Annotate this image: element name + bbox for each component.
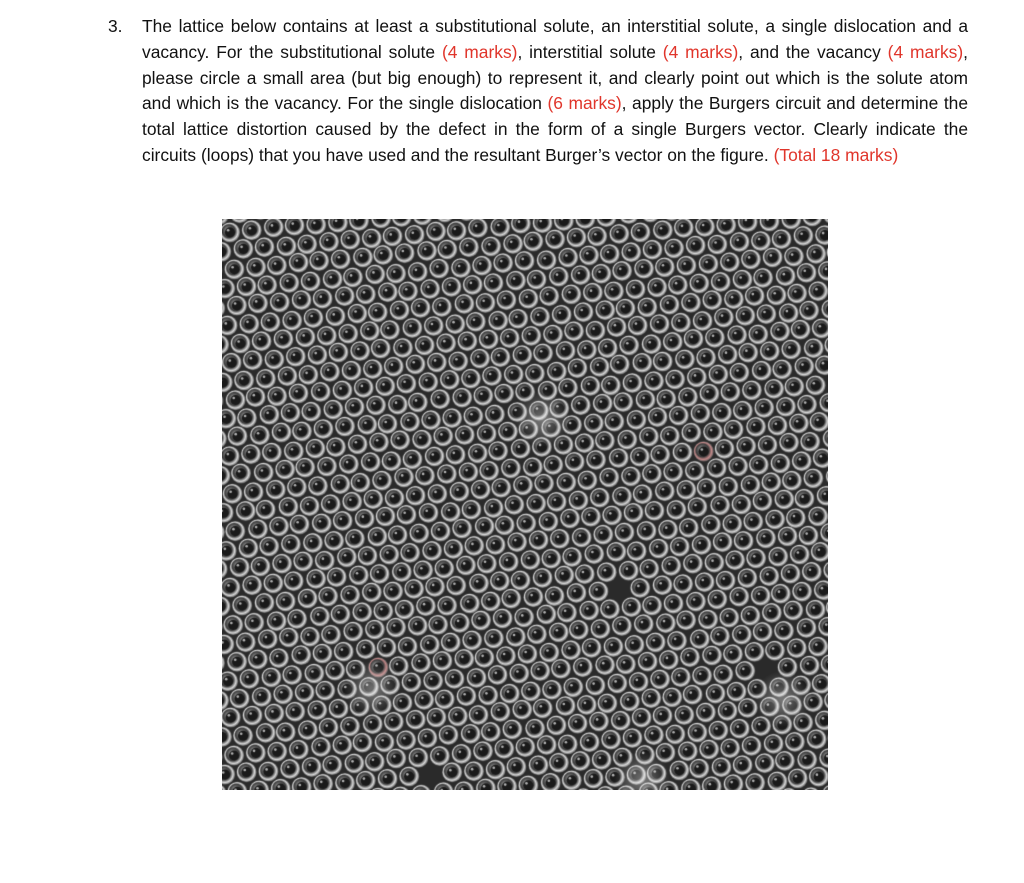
marks-substitutional: (4 marks): [441, 41, 518, 62]
question-text-segment-4: , and the vacancy: [738, 41, 888, 62]
question-text-segment-6: , please circle a small area (but big enough) to represent it, and clearly point out which is the solute atom and which is the vacancy. For the single dislocation: [142, 41, 968, 114]
question-text-segment-2: , interstitial solute: [517, 41, 663, 62]
question-text-segment-0: The lattice below contains at least a substitutional solute, an interstitial solute, a single dislocation and a vacancy. For the substitutional solute: [142, 16, 968, 62]
marks-total: (Total 18 marks): [773, 144, 899, 165]
marks-interstitial: (4 marks): [662, 41, 739, 62]
question-text-segment-8: , apply the Burgers circuit and determine the total lattice distortion caused by the defect in the form of a single Burgers vector. Clearly indicate the circuits (loops) that you have used and the resultant Burger’s vector on the figure.: [142, 93, 969, 165]
marks-vacancy: (4 marks): [887, 41, 964, 62]
lattice-canvas: [222, 219, 828, 790]
marks-dislocation: (6 marks): [547, 93, 622, 114]
bubble-raft-lattice-image: [222, 219, 828, 790]
question-text: [142, 14, 968, 169]
question-block: [108, 14, 968, 169]
question-number: 3.: [108, 16, 123, 36]
